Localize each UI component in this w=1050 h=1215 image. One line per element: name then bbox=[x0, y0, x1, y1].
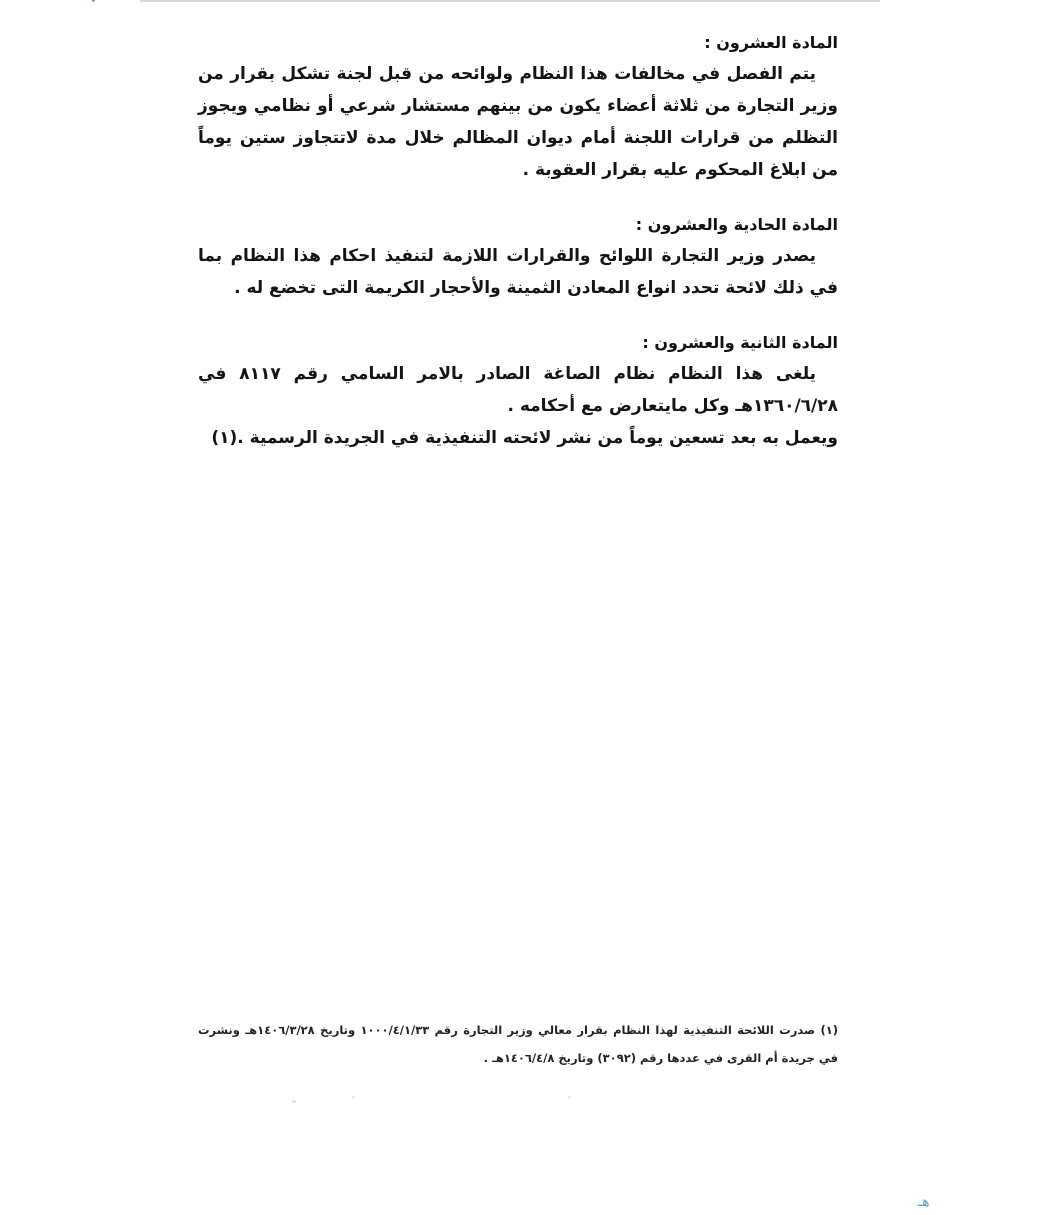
article-title: المادة الثانية والعشرون : bbox=[642, 333, 838, 352]
scan-corner-mark bbox=[92, 0, 110, 9]
article-paragraph: ويعمل به بعد تسعين يوماً من نشر لائحته التنفيذية في الجريدة الرسمية .(١) bbox=[211, 428, 838, 448]
footnote: (١) صدرت اللائحة التنفيذية لهذا النظام بقرار معالي وزير التجارة رقم ١٠٠٠/٤/١/٣٣ وتاريخ ١٤٠٦/٣/٢٨هـ ونشرت في جريدة أم القرى في عددها رقم (٣٠٩٢) وتاريخ ١٤٠٦/٤/٨هـ . bbox=[198, 1023, 839, 1065]
article-paragraph: يتم الفصل في مخالفات هذا النظام ولوائحه من قبل لجنة تشكل بقرار من وزير التجارة من ثلاثة أعضاء يكون من بينهم مستشار شرعي أو نظامي ويجوز التظلم من قرارات اللجنة أمام ديوان المظالم خلال مدة لاتتجاوز ستين يوماً من ابلاغ المحكوم عليه بقرار العقوبة . bbox=[198, 64, 838, 180]
scan-speck bbox=[568, 1096, 571, 1098]
article-paragraph: يصدر وزير التجارة اللوائح والقرارات اللازمة لتنفيذ احكام هذا النظام بما في ذلك لائحة تحدد انواع المعادن الثمينة والأحجار الكريمة التى تخضع له . bbox=[198, 246, 838, 298]
article-title: المادة الحادية والعشرون : bbox=[635, 215, 838, 234]
article-paragraph: يلغى هذا النظام نظام الصاغة الصادر بالامر السامي رقم ٨١١٧ في ١٣٦٠/٦/٢٨هـ وكل مايتعارض مع أحكامه . bbox=[198, 364, 838, 416]
article-title: المادة العشرون : bbox=[704, 33, 838, 52]
corner-mark: هـ bbox=[918, 1194, 930, 1210]
document-body bbox=[198, 28, 838, 478]
article-20 bbox=[198, 28, 838, 186]
article-21 bbox=[198, 210, 838, 304]
scan-speck bbox=[292, 1100, 296, 1103]
scan-speck bbox=[352, 1096, 355, 1098]
scan-top-edge bbox=[140, 0, 880, 2]
article-22 bbox=[198, 328, 838, 454]
